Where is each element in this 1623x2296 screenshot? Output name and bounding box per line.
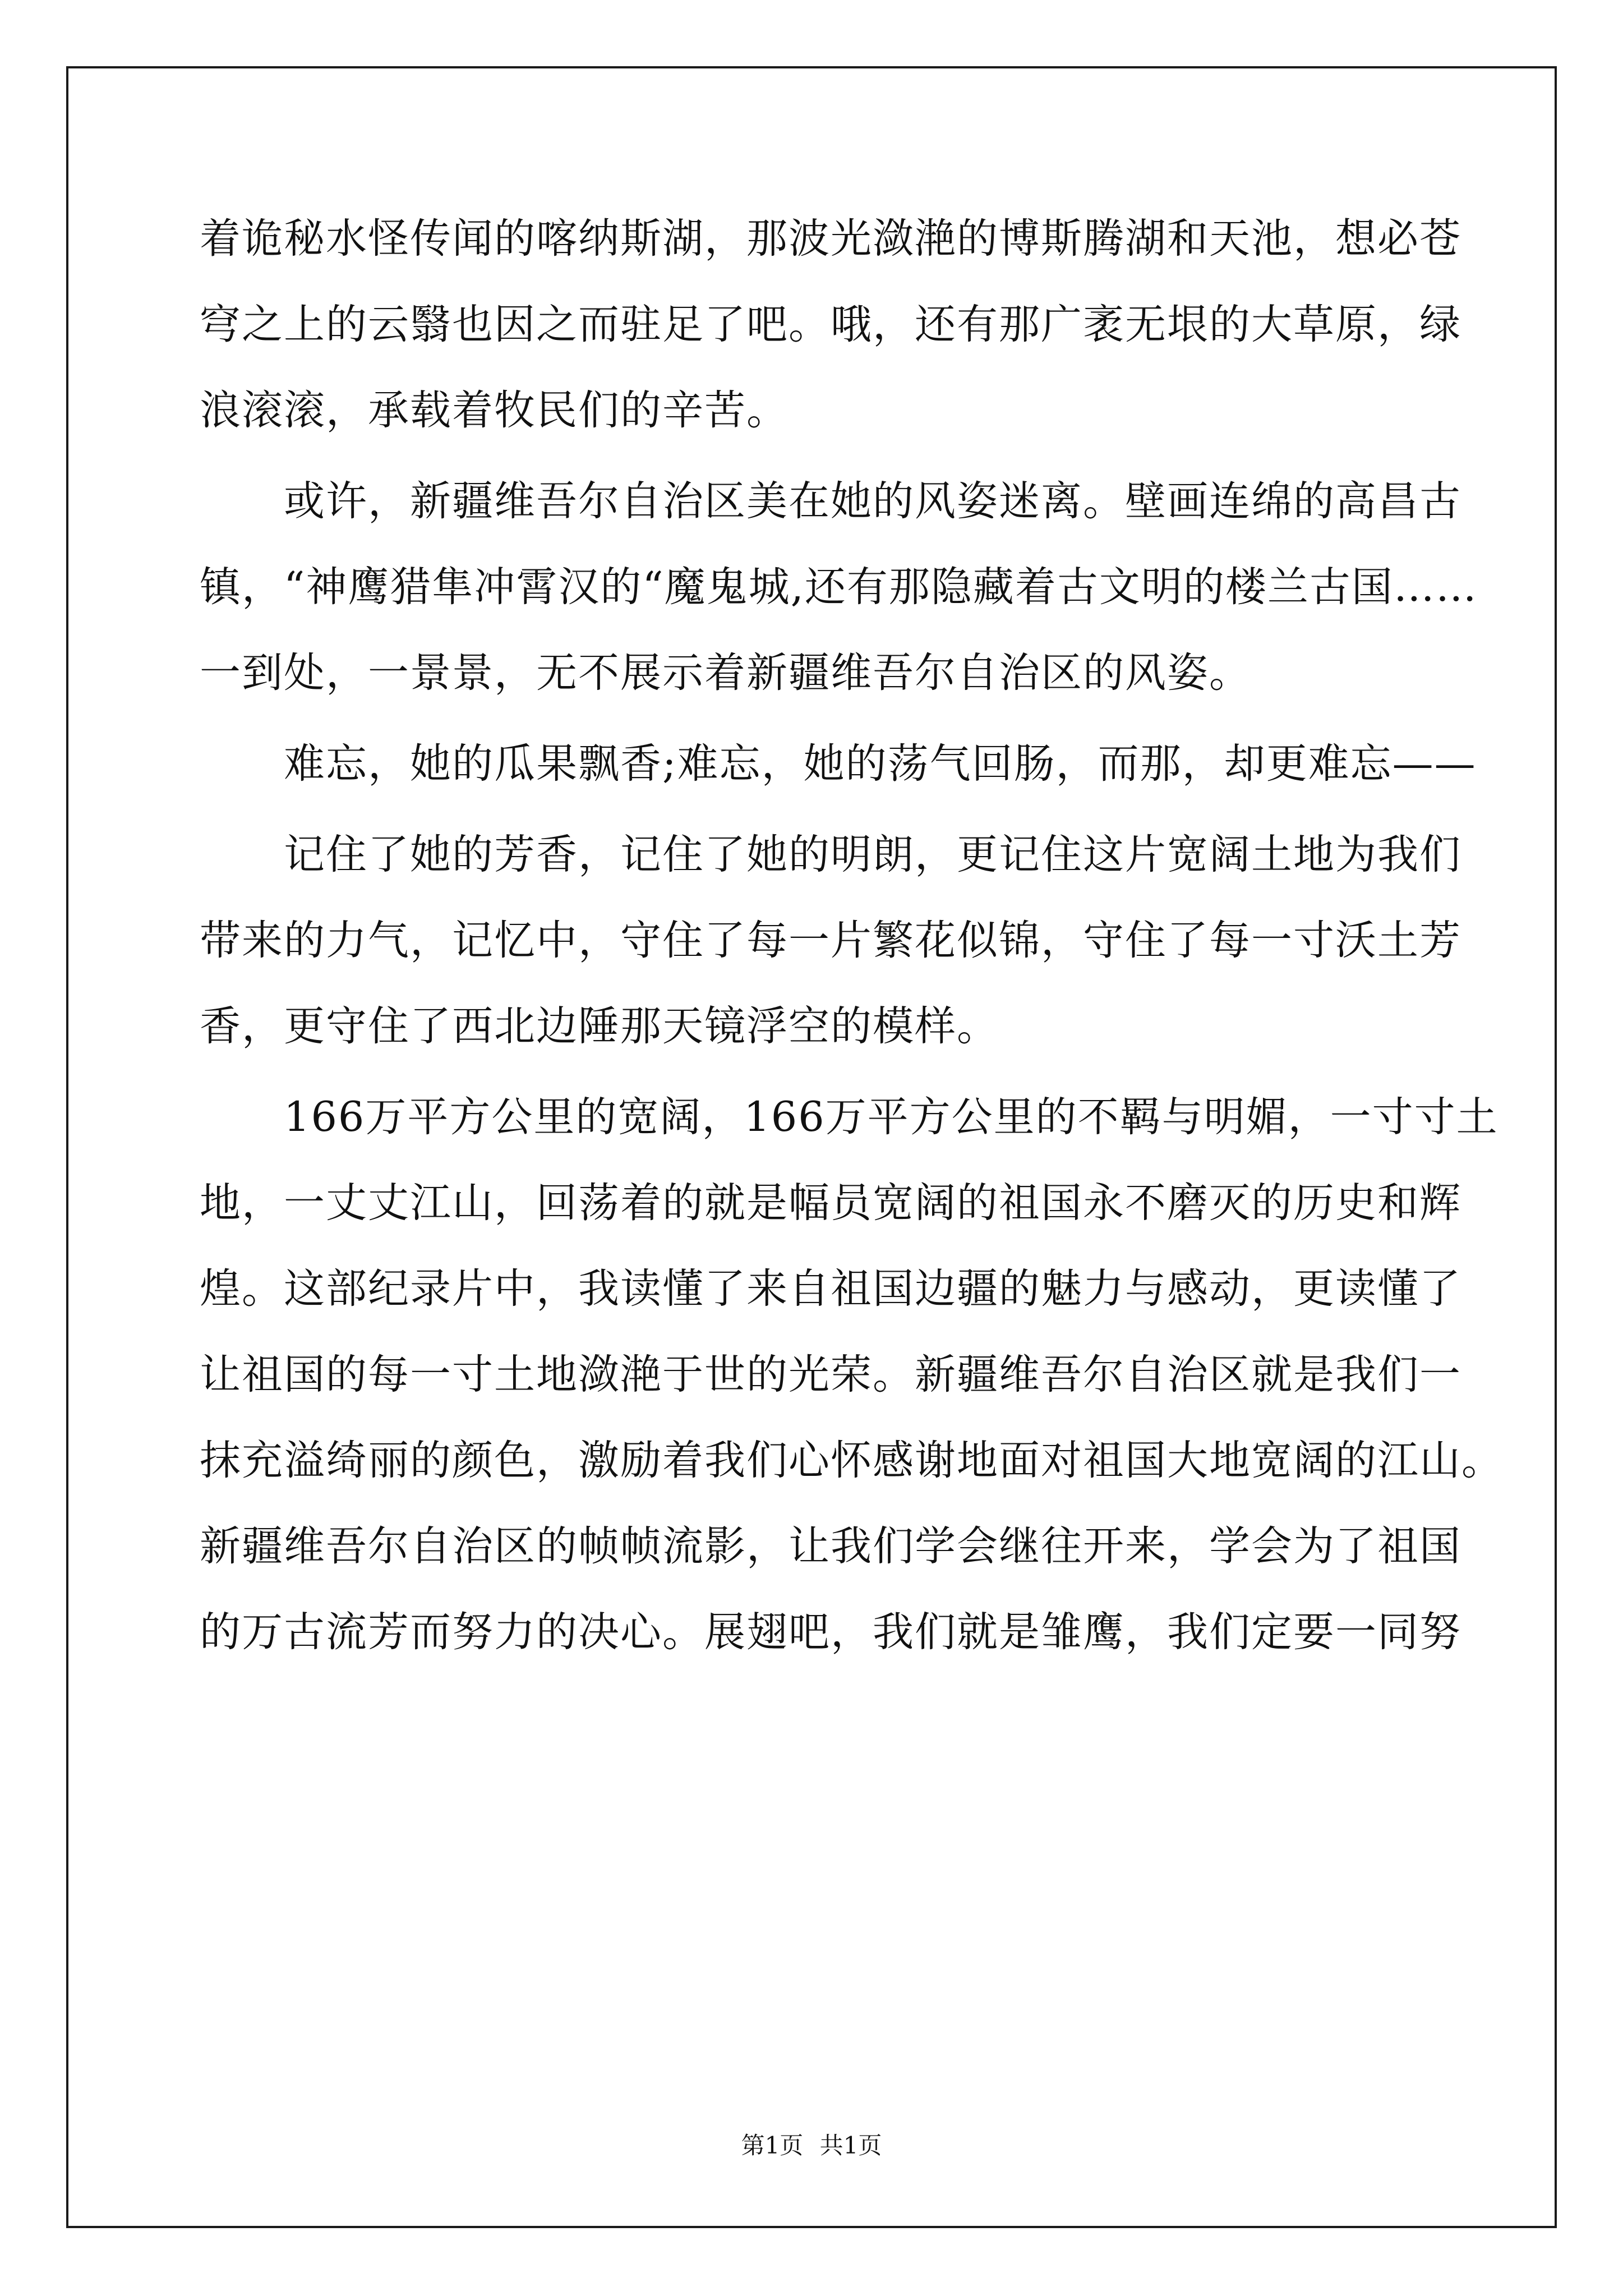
text-line: 穹之上的云翳也因之而驻足了吧。哦，还有那广袤无垠的大草原，绿: [200, 301, 1461, 348]
text-line: 地，一丈丈江山，回荡着的就是幅员宽阔的祖国永不磨灭的历史和辉: [200, 1179, 1461, 1227]
text-line: 一到处，一景景，无不展示着新疆维吾尔自治区的风姿。: [200, 649, 1251, 697]
page-total: 共1页: [819, 2132, 882, 2159]
text-line: 或许，新疆维吾尔自治区美在她的风姿迷离。壁画连绵的高昌古: [200, 477, 1461, 525]
text-line: 带来的力气，记忆中，守住了每一片繁花似锦，守住了每一寸沃土芳: [200, 917, 1461, 964]
page-number: 第1页: [741, 2132, 804, 2159]
page-footer: [0, 2129, 1623, 2162]
text-line: 让祖国的每一寸土地潋滟于世的光荣。新疆维吾尔自治区就是我们一: [200, 1351, 1461, 1398]
text-line: 记住了她的芳香，记住了她的明朗，更记住这片宽阔土地为我们: [200, 831, 1461, 878]
text-line: 新疆维吾尔自治区的帧帧流影，让我们学会继往开来，学会为了祖国: [200, 1522, 1461, 1570]
text-line: 香，更守住了西北边陲那天镜浮空的模样。: [200, 1002, 999, 1050]
text-line: 镇，“神鹰猎隼冲霄汉的“魔鬼城,还有那隐藏着古文明的楼兰古国……: [200, 563, 1478, 611]
text-line: 难忘，她的瓜果飘香;难忘，她的荡气回肠，而那，却更难忘——: [200, 740, 1477, 788]
text-line: 的万古流芳而努力的决心。展翅吧，我们就是雏鹰，我们定要一同努: [200, 1608, 1461, 1656]
text-line: 着诡秘水怪传闻的喀纳斯湖，那波光潋滟的博斯腾湖和天池，想必苍: [200, 215, 1461, 263]
text-line: 煌。这部纪录片中，我读懂了来自祖国边疆的魅力与感动，更读懂了: [200, 1265, 1461, 1313]
text-line: 抹充溢绮丽的颜色，激励着我们心怀感谢地面对祖国大地宽阔的江山。: [200, 1437, 1504, 1484]
text-line: 166万平方公里的宽阔，166万平方公里的不羁与明媚，一寸寸土: [200, 1093, 1498, 1141]
text-line: 浪滚滚，承载着牧民们的辛苦。: [200, 386, 789, 434]
